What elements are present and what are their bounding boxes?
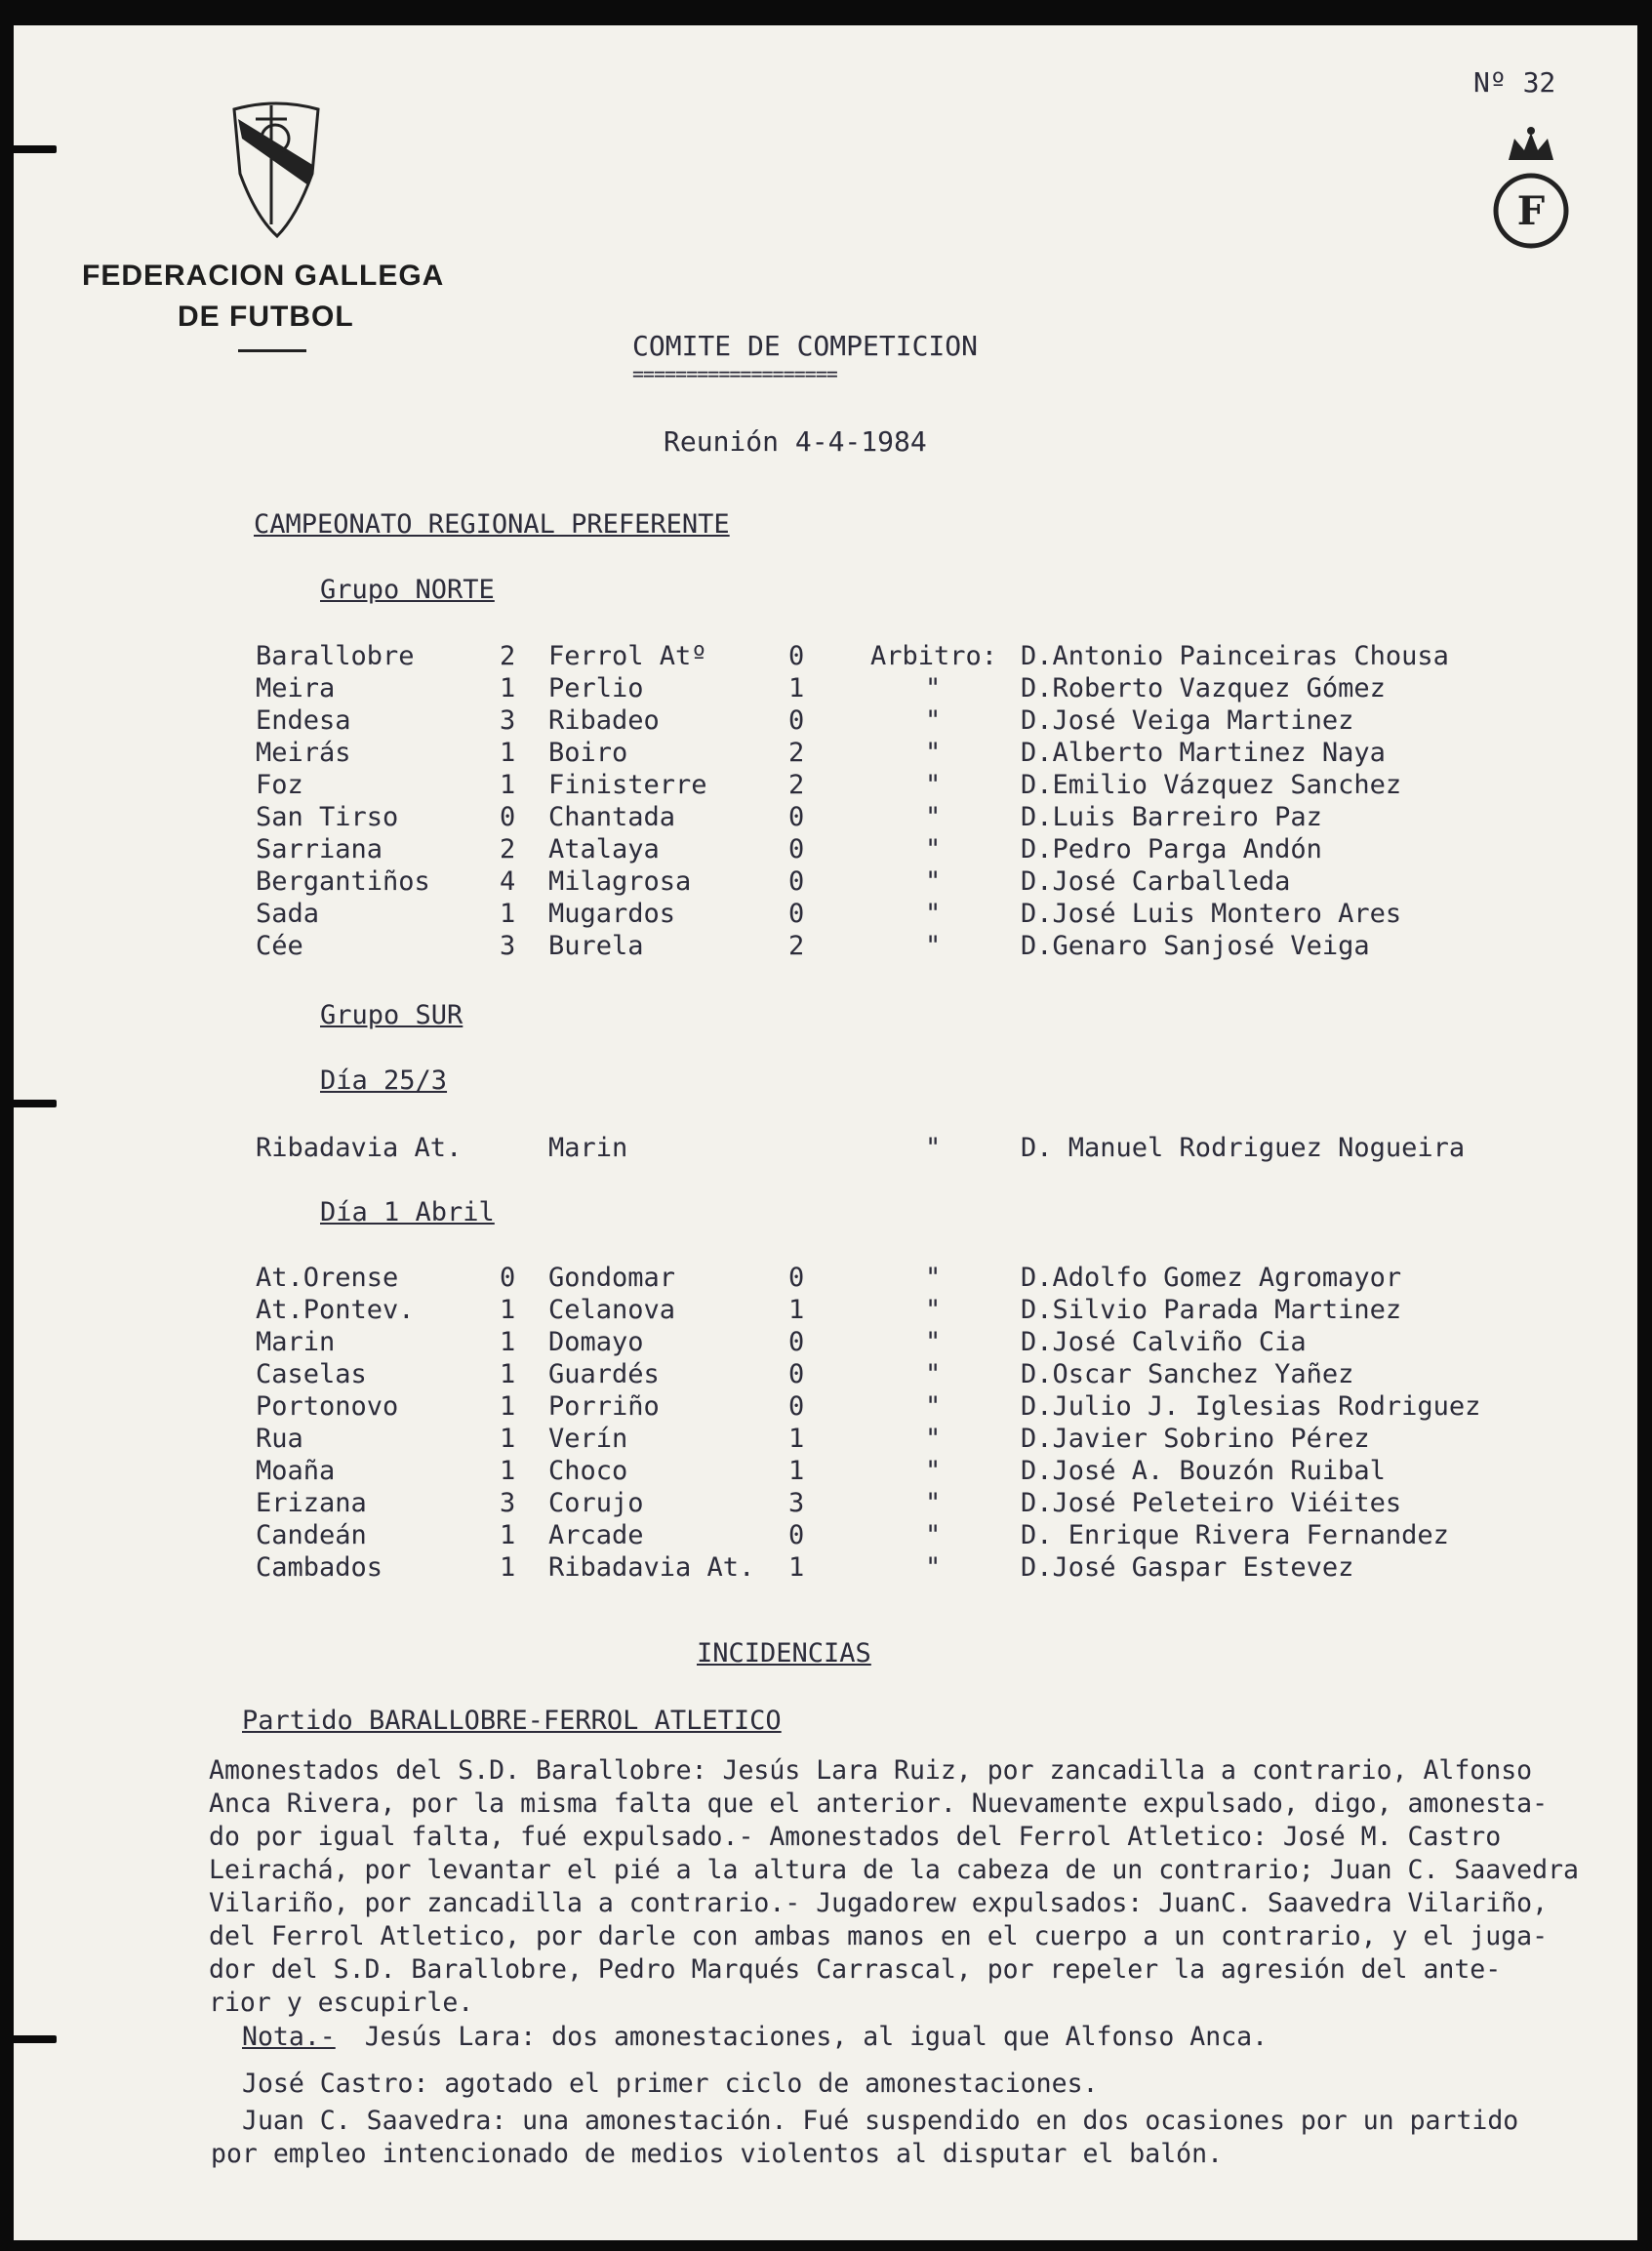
match-row [14, 1520, 1637, 1553]
paragraph-line: Anca Rivera, por la misma falta que el anterior. Nuevamente expulsado, digo, amonesta- [209, 1789, 1549, 1819]
home-score: 1 [500, 673, 516, 703]
home-team: Rua [256, 1424, 303, 1454]
saavedra-note: Juan C. Saavedra: una amonestación. Fué suspendido en dos ocasiones por un partido [242, 2106, 1519, 2136]
championship-heading: CAMPEONATO REGIONAL PREFERENTE [254, 509, 730, 540]
ditto-mark: " [925, 1520, 942, 1550]
referee-name: D.Adolfo Gomez Agromayor [1021, 1263, 1402, 1293]
match-row [14, 1424, 1637, 1457]
away-team: Ribadavia At. [548, 1552, 755, 1583]
home-team: Erizana [256, 1488, 367, 1518]
away-score: 0 [788, 1359, 805, 1389]
ditto-mark: " [925, 1391, 942, 1422]
federation-name-line1: FEDERACION GALLEGA [82, 260, 445, 292]
home-team: Bergantiños [256, 866, 430, 897]
home-score: 1 [500, 1424, 516, 1454]
away-score: 0 [788, 641, 805, 671]
away-team: Marin [548, 1133, 628, 1163]
referee-name: D.Emilio Vázquez Sanchez [1021, 770, 1402, 800]
home-team: Endesa [256, 705, 351, 736]
referee-name: D.José Veiga Martinez [1021, 705, 1354, 736]
match-row [14, 899, 1637, 932]
home-team: Ribadavia At. [256, 1133, 463, 1163]
ditto-mark: " [925, 1456, 942, 1486]
home-team: San Tirso [256, 802, 399, 832]
match-row [14, 1133, 1637, 1166]
away-team: Celanova [548, 1295, 676, 1325]
ditto-mark: " [925, 899, 942, 929]
away-score: 0 [788, 1263, 805, 1293]
federation-shield-logo [228, 98, 324, 244]
away-score: 1 [788, 1552, 805, 1583]
binder-mark [14, 145, 57, 153]
castro-note: José Castro: agotado el primer ciclo de amonestaciones. [242, 2069, 1099, 2099]
home-score: 1 [500, 1391, 516, 1422]
home-score: 1 [500, 738, 516, 768]
grupo-norte-heading: Grupo NORTE [320, 575, 495, 605]
away-score: 1 [788, 1456, 805, 1486]
ditto-mark: " [925, 834, 942, 864]
home-score: 2 [500, 641, 516, 671]
home-team: Candeán [256, 1520, 367, 1550]
referee-name: D.Pedro Parga Andón [1021, 834, 1322, 864]
away-team: Corujo [548, 1488, 644, 1518]
away-team: Gondomar [548, 1263, 676, 1293]
referee-name: D.Javier Sobrino Pérez [1021, 1424, 1370, 1454]
away-score: 0 [788, 802, 805, 832]
ditto-mark: " [925, 1327, 942, 1357]
away-team: Guardés [548, 1359, 660, 1389]
match-row [14, 1456, 1637, 1489]
paragraph-line: del Ferrol Atletico, por darle con ambas manos en el cuerpo a un contrario, y el juga- [209, 1921, 1549, 1951]
home-team: Portonovo [256, 1391, 399, 1422]
away-team: Chantada [548, 802, 676, 832]
match-row [14, 673, 1637, 706]
match-row [14, 931, 1637, 964]
away-score: 2 [788, 738, 805, 768]
match-row [14, 834, 1637, 867]
incidencias-heading: INCIDENCIAS [697, 1638, 871, 1668]
home-score: 1 [500, 1327, 516, 1357]
away-score: 3 [788, 1488, 805, 1518]
ditto-mark: " [925, 1488, 942, 1518]
match-row [14, 1263, 1637, 1296]
ditto-mark: " [925, 1424, 942, 1454]
meeting-date: Reunión 4-4-1984 [664, 425, 927, 458]
away-team: Atalaya [548, 834, 660, 864]
home-team: Moaña [256, 1456, 336, 1486]
match-row [14, 641, 1637, 674]
away-score: 0 [788, 705, 805, 736]
home-score: 1 [500, 899, 516, 929]
match-row [14, 1327, 1637, 1360]
home-score: 4 [500, 866, 516, 897]
referee-name: D.Silvio Parada Martinez [1021, 1295, 1402, 1325]
document-number: Nº 32 [1473, 66, 1556, 99]
away-team: Boiro [548, 738, 628, 768]
match-row [14, 1488, 1637, 1521]
away-score: 0 [788, 866, 805, 897]
ditto-mark: " [925, 770, 942, 800]
home-team: Sada [256, 899, 320, 929]
home-team: Cambados [256, 1552, 383, 1583]
saavedra-note: por empleo intencionado de medios violentos al disputar el balón. [211, 2139, 1224, 2169]
home-team: At.Orense [256, 1263, 399, 1293]
match-row [14, 705, 1637, 739]
away-score: 1 [788, 673, 805, 703]
away-team: Arcade [548, 1520, 644, 1550]
federation-name-line2: DE FUTBOL [178, 301, 354, 333]
referee-name: D.José Peleteiro Viéites [1021, 1488, 1402, 1518]
home-score: 0 [500, 1263, 516, 1293]
paragraph-line: Vilariño, por zancadilla a contrario.- Jugadorew expulsados: JuanC. Saavedra Vilariño, [209, 1888, 1549, 1918]
match-row [14, 738, 1637, 771]
away-score: 0 [788, 834, 805, 864]
nota-text: Jesús Lara: dos amonestaciones, al igual que Alfonso Anca. [364, 2022, 1269, 2052]
referee-name: D.Antonio Painceiras Chousa [1021, 641, 1449, 671]
away-score: 2 [788, 931, 805, 961]
away-team: Finisterre [548, 770, 707, 800]
away-team: Ribadeo [548, 705, 660, 736]
away-score: 0 [788, 1327, 805, 1357]
day-heading: Día 25/3 [320, 1065, 448, 1096]
paragraph-line: rior y escupirle. [209, 1988, 474, 2018]
paragraph-line: Amonestados del S.D. Barallobre: Jesús Lara Ruiz, por zancadilla a contrario, Alfonso [209, 1755, 1533, 1786]
referee-name: D. Manuel Rodriguez Nogueira [1021, 1133, 1466, 1163]
home-score: 2 [500, 834, 516, 864]
ditto-mark: " [925, 866, 942, 897]
home-score: 1 [500, 1552, 516, 1583]
away-score: 1 [788, 1424, 805, 1454]
grupo-sur-heading: Grupo SUR [320, 1000, 463, 1030]
away-team: Choco [548, 1456, 628, 1486]
nota-line [242, 2022, 1268, 2052]
home-team: Cée [256, 931, 303, 961]
home-team: Barallobre [256, 641, 415, 671]
home-team: Sarriana [256, 834, 383, 864]
match-row [14, 770, 1637, 803]
incident-paragraph [209, 1754, 1614, 2020]
away-team: Perlio [548, 673, 644, 703]
match-row [14, 802, 1637, 835]
paragraph-line: dor del S.D. Barallobre, Pedro Marqués Carrascal, por repeler la agresión del ante- [209, 1954, 1502, 1985]
home-team: Caselas [256, 1359, 367, 1389]
away-team: Porriño [548, 1391, 660, 1422]
home-team: At.Pontev. [256, 1295, 415, 1325]
header-divider [238, 349, 306, 352]
binder-mark [14, 1100, 57, 1107]
home-score: 1 [500, 770, 516, 800]
home-team: Foz [256, 770, 303, 800]
away-team: Burela [548, 931, 644, 961]
away-team: Milagrosa [548, 866, 692, 897]
away-score: 0 [788, 1520, 805, 1550]
match-incident-heading: Partido BARALLOBRE-FERROL ATLETICO [242, 1706, 782, 1736]
ditto-mark: " [925, 1295, 942, 1325]
referee-name: D.Genaro Sanjosé Veiga [1021, 931, 1370, 961]
crown-emblem-icon [1487, 121, 1575, 258]
away-score: 2 [788, 770, 805, 800]
paragraph-line: Leirachá, por levantar el pié a la altura de la cabeza de un contrario; Juan C. Saavedra [209, 1855, 1579, 1885]
ditto-mark: " [925, 1263, 942, 1293]
ditto-mark: " [925, 931, 942, 961]
binder-mark [14, 2035, 57, 2043]
ditto-mark: " [925, 1359, 942, 1389]
referee-name: D.Luis Barreiro Paz [1021, 802, 1322, 832]
ditto-mark: " [925, 1133, 942, 1163]
referee-name: D.José A. Bouzón Ruibal [1021, 1456, 1386, 1486]
home-score: 3 [500, 1488, 516, 1518]
ditto-mark: " [925, 738, 942, 768]
referee-label: Arbitro: [870, 641, 998, 671]
away-team: Ferrol Atº [548, 641, 707, 671]
referee-name: D.Oscar Sanchez Yañez [1021, 1359, 1354, 1389]
match-row [14, 1359, 1637, 1392]
home-score: 0 [500, 802, 516, 832]
match-row [14, 1552, 1637, 1586]
referee-name: D.José Carballeda [1021, 866, 1291, 897]
paragraph-line: do por igual falta, fué expulsado.- Amonestados del Ferrol Atletico: José M. Castro [209, 1822, 1502, 1852]
ditto-mark: " [925, 673, 942, 703]
title-underline: =================== [632, 362, 837, 385]
away-score: 0 [788, 899, 805, 929]
referee-name: D.José Calviño Cia [1021, 1327, 1307, 1357]
home-score: 1 [500, 1456, 516, 1486]
match-row [14, 1391, 1637, 1425]
away-score: 1 [788, 1295, 805, 1325]
home-team: Meirás [256, 738, 351, 768]
document-page [14, 25, 1637, 2240]
home-score: 1 [500, 1520, 516, 1550]
home-score: 3 [500, 705, 516, 736]
ditto-mark: " [925, 705, 942, 736]
referee-name: D. Enrique Rivera Fernandez [1021, 1520, 1449, 1550]
day-heading: Día 1 Abril [320, 1197, 495, 1227]
referee-name: D.José Gaspar Estevez [1021, 1552, 1354, 1583]
ditto-mark: " [925, 802, 942, 832]
referee-name: D.Alberto Martinez Naya [1021, 738, 1386, 768]
home-score: 1 [500, 1295, 516, 1325]
match-row [14, 1295, 1637, 1328]
away-team: Verín [548, 1424, 628, 1454]
home-score: 1 [500, 1359, 516, 1389]
referee-name: D.Julio J. Iglesias Rodriguez [1021, 1391, 1481, 1422]
nota-label: Nota.- [242, 2022, 336, 2052]
match-row [14, 866, 1637, 900]
away-score: 0 [788, 1391, 805, 1422]
home-score: 3 [500, 931, 516, 961]
home-team: Meira [256, 673, 336, 703]
svg-text:F: F [1516, 188, 1546, 234]
away-team: Mugardos [548, 899, 676, 929]
ditto-mark: " [925, 1552, 942, 1583]
away-team: Domayo [548, 1327, 644, 1357]
page-title: COMITE DE COMPETICION [632, 330, 979, 362]
referee-name: D.Roberto Vazquez Gómez [1021, 673, 1386, 703]
referee-name: D.José Luis Montero Ares [1021, 899, 1402, 929]
home-team: Marin [256, 1327, 336, 1357]
